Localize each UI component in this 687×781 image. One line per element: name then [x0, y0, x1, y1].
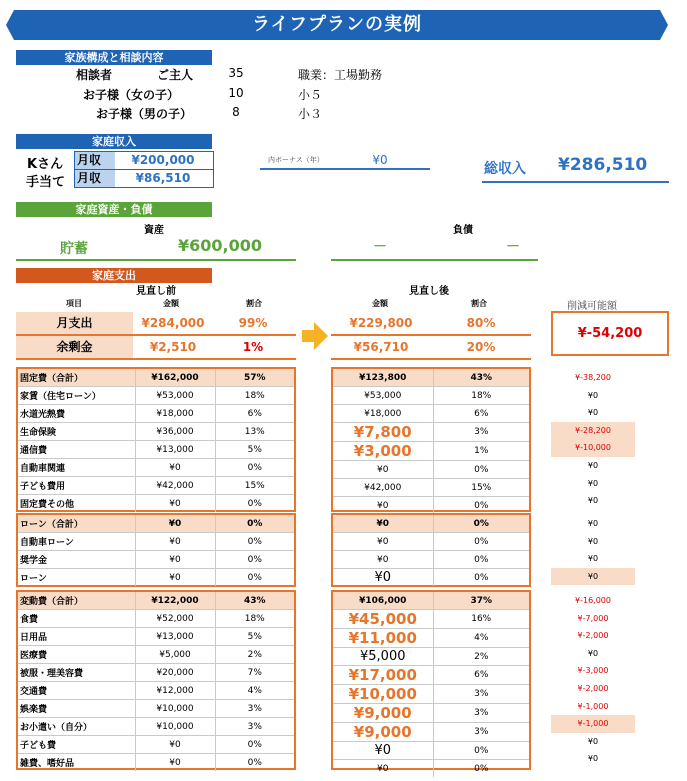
- after-ratio: 4%: [433, 629, 529, 648]
- item-name: 奨学金: [18, 551, 135, 569]
- table-row: [18, 664, 294, 682]
- table-row: [18, 387, 294, 405]
- after-table: [331, 590, 531, 774]
- item-name: ローン: [18, 569, 135, 587]
- table-row: [18, 718, 294, 736]
- after-ratio: 6%: [433, 405, 529, 423]
- before-ratio: 7%: [215, 664, 294, 682]
- table-row: [333, 760, 529, 778]
- reducible-total: ¥-54,200: [551, 311, 669, 356]
- after-ratio: 0%: [433, 533, 529, 551]
- reducible-amount: ¥0: [587, 390, 599, 400]
- before-ratio: 18%: [215, 610, 294, 628]
- liability-underline: [331, 259, 538, 261]
- table-row: [333, 666, 529, 685]
- before-table: [16, 590, 296, 770]
- before-ratio: 15%: [215, 477, 294, 495]
- before-ratio: 0%: [215, 515, 294, 533]
- after-ratio: 1%: [433, 442, 529, 461]
- before-ratio: 5%: [215, 628, 294, 646]
- item-name: 子ども費: [18, 736, 135, 754]
- after-amount: ¥42,000: [333, 479, 433, 497]
- item-name: お小遣い（自分）: [18, 718, 135, 736]
- table-row: [18, 610, 294, 628]
- reducible-amount: ¥-3,000: [577, 666, 609, 676]
- table-row: [333, 461, 529, 479]
- after-amount: ¥5,000: [333, 648, 433, 666]
- before-amount: ¥122,000: [135, 592, 215, 610]
- asset-underline: [16, 259, 296, 261]
- item-name: 水道光熱費: [18, 405, 135, 423]
- table-row: [333, 685, 529, 704]
- reducible-amount: ¥0: [587, 408, 599, 418]
- income-row-2: [74, 169, 214, 188]
- income-row-1: [74, 151, 214, 170]
- after-amount: ¥17,000: [333, 666, 433, 685]
- table-row: [18, 682, 294, 700]
- total-income-underline: [482, 181, 669, 183]
- before-amount: ¥0: [135, 569, 215, 587]
- after-amount: ¥18,000: [333, 405, 433, 423]
- reducible-amount: ¥0: [587, 754, 599, 764]
- before-ratio: 0%: [215, 736, 294, 754]
- income-value-1: ¥200,000: [131, 153, 195, 167]
- item-name: 日用品: [18, 628, 135, 646]
- reducible-amount: ¥-38,200: [575, 373, 611, 382]
- item-name: 固定費（合計）: [18, 369, 135, 387]
- after-ratio: 16%: [433, 610, 529, 629]
- item-name: 雑費、嗜好品: [18, 754, 135, 772]
- after-amount: ¥10,000: [333, 685, 433, 704]
- before-amount: ¥10,000: [135, 700, 215, 718]
- family-age: 35: [228, 66, 244, 80]
- before-ratio: 0%: [215, 459, 294, 477]
- reducible-column: [551, 592, 635, 768]
- before-table: [16, 513, 296, 587]
- before-amount: ¥0: [135, 495, 215, 513]
- after-amount: ¥0: [333, 742, 433, 760]
- reducible-column: [551, 369, 635, 510]
- before-amount: ¥12,000: [135, 682, 215, 700]
- table-row: [333, 423, 529, 442]
- after-amount: ¥106,000: [333, 592, 433, 610]
- before-amount: ¥42,000: [135, 477, 215, 495]
- after-amount: ¥11,000: [333, 629, 433, 648]
- reducible-amount: ¥-2,000: [577, 631, 609, 641]
- reducible-amount: ¥0: [587, 736, 599, 746]
- reducible-amount: ¥-28,200: [551, 422, 635, 440]
- arrow-right-icon: [302, 322, 328, 350]
- item-name: 被服・理美容費: [18, 664, 135, 682]
- liability-value: －: [506, 239, 520, 255]
- summary-bottom-before: [16, 358, 296, 360]
- before-amount: ¥0: [135, 515, 215, 533]
- reducible-amount: ¥-7,000: [577, 613, 609, 623]
- table-row: [18, 515, 294, 533]
- reducible-amount: ¥-2,000: [577, 683, 609, 693]
- item-name: 子ども費用: [18, 477, 135, 495]
- col-after-ratio-header: 割合: [471, 299, 487, 308]
- table-row: [18, 477, 294, 495]
- after-ratio: 43%: [433, 369, 529, 387]
- total-income-value: ¥286,510: [558, 155, 648, 175]
- before-amount: ¥0: [135, 459, 215, 477]
- after-ratio: 0%: [433, 551, 529, 569]
- table-row: [333, 369, 529, 387]
- before-ratio: 0%: [247, 757, 262, 768]
- table-row: [333, 569, 529, 587]
- after-ratio: 18%: [433, 387, 529, 405]
- after-ratio: 0%: [433, 515, 529, 533]
- bonus-value: ¥0: [372, 153, 388, 167]
- item-name: 生命保険: [18, 423, 135, 441]
- before-ratio: 43%: [215, 592, 294, 610]
- table-row: [333, 723, 529, 742]
- after-ratio: 2%: [433, 648, 529, 666]
- before-amount: ¥13,000: [135, 441, 215, 459]
- table-row: [333, 442, 529, 461]
- summary-after-ratio-monthly: 80%: [466, 316, 496, 330]
- reducible-amount: ¥0: [587, 554, 599, 564]
- after-ratio: 6%: [433, 666, 529, 685]
- table-row: [18, 369, 294, 387]
- table-row: [18, 441, 294, 459]
- table-row: [18, 405, 294, 423]
- summary-bottom-after: [331, 358, 531, 360]
- before-table: [16, 367, 296, 512]
- before-amount: ¥53,000: [135, 387, 215, 405]
- before-amount: ¥0: [135, 754, 215, 772]
- table-row: [333, 405, 529, 423]
- after-ratio: 0%: [433, 461, 529, 479]
- after-ratio: 15%: [433, 479, 529, 497]
- summary-label-monthly: 月支出: [16, 312, 133, 334]
- table-row: [333, 610, 529, 629]
- reducible-amount: ¥-1,000: [577, 701, 609, 711]
- summary-label-surplus: 余剰金: [16, 336, 133, 358]
- item-name: 通信費: [18, 441, 135, 459]
- before-ratio: 2%: [215, 646, 294, 664]
- before-amount: ¥52,000: [135, 610, 215, 628]
- item-name: 交通費: [18, 682, 135, 700]
- item-name: 娯楽費: [18, 700, 135, 718]
- before-amount: ¥0: [135, 551, 215, 569]
- after-ratio: 0%: [474, 763, 489, 774]
- before-amount: ¥162,000: [135, 369, 215, 387]
- family-section-header: 家族構成と相談内容: [16, 50, 212, 65]
- table-row: [333, 629, 529, 648]
- summary-before-amount-monthly: ¥284,000: [141, 316, 205, 330]
- before-ratio: 0%: [247, 498, 262, 509]
- page-title: ライフプランの実例: [252, 14, 422, 35]
- after-ratio: 3%: [433, 723, 529, 742]
- table-row: [18, 569, 294, 587]
- reducible-amount: ¥-16,000: [575, 596, 611, 605]
- table-row: [18, 423, 294, 441]
- after-amount: ¥123,800: [333, 369, 433, 387]
- table-row: [333, 551, 529, 569]
- after-amount: ¥0: [333, 533, 433, 551]
- before-ratio: 0%: [215, 533, 294, 551]
- summary-after-amount-surplus: ¥56,710: [353, 340, 409, 354]
- family-role: お子様（男の子）: [96, 107, 193, 121]
- item-name: 家賃（住宅ローン）: [18, 387, 135, 405]
- summary-before-ratio-monthly: 99%: [238, 316, 268, 330]
- before-amount: ¥13,000: [135, 628, 215, 646]
- savings-value: ¥600,000: [178, 236, 263, 255]
- liability-header: 負債: [453, 225, 473, 236]
- income-who-2: 手当て: [26, 175, 66, 190]
- family-name: ご主人: [157, 68, 194, 82]
- item-name: ローン（合計）: [18, 515, 135, 533]
- title-banner: [6, 10, 668, 40]
- item-name: 自動車ローン: [18, 533, 135, 551]
- savings-label: 貯蓄: [60, 241, 88, 257]
- before-amount: ¥10,000: [135, 718, 215, 736]
- after-amount: ¥0: [333, 569, 433, 587]
- assets-section-header: 家庭資産・負債: [16, 202, 212, 217]
- asset-header: 資産: [144, 225, 164, 236]
- before-amount: ¥36,000: [135, 423, 215, 441]
- income-who-1: Kさん: [27, 157, 64, 172]
- col-before-amount-header: 金額: [163, 299, 179, 308]
- before-ratio: 57%: [215, 369, 294, 387]
- before-ratio: 0%: [247, 572, 262, 583]
- table-row: [333, 479, 529, 497]
- table-row: [18, 551, 294, 569]
- summary-after-amount-monthly: ¥229,800: [349, 316, 413, 330]
- before-amount: ¥0: [135, 533, 215, 551]
- after-amount: ¥0: [333, 461, 433, 479]
- col-after-amount-header: 金額: [372, 299, 388, 308]
- before-ratio: 13%: [215, 423, 294, 441]
- table-row: [333, 497, 529, 515]
- table-row: [333, 742, 529, 760]
- summary-after-ratio-surplus: 20%: [466, 340, 496, 354]
- after-amount: ¥3,000: [333, 442, 433, 461]
- table-row: [18, 495, 294, 513]
- after-ratio: 0%: [474, 500, 489, 511]
- after-amount: ¥0: [333, 760, 433, 778]
- family-age: 10: [228, 86, 244, 100]
- family-role: 相談者: [76, 68, 113, 82]
- reducible-amount: ¥0: [587, 478, 599, 488]
- table-row: [18, 700, 294, 718]
- total-income-label: 総収入: [484, 161, 526, 177]
- table-row: [333, 648, 529, 666]
- reducible-amount: ¥0: [587, 519, 599, 528]
- before-ratio: 0%: [215, 551, 294, 569]
- table-row: [333, 592, 529, 610]
- table-row: [333, 387, 529, 405]
- before-ratio: 6%: [215, 405, 294, 423]
- before-amount: ¥5,000: [135, 646, 215, 664]
- col-reducible-header: 削減可能額: [567, 301, 617, 312]
- item-name: 自動車関連: [18, 459, 135, 477]
- item-name: 医療費: [18, 646, 135, 664]
- after-amount: ¥7,800: [333, 423, 433, 442]
- after-ratio: 3%: [433, 704, 529, 723]
- summary-before-ratio-surplus: 1%: [242, 340, 264, 354]
- item-name: 食費: [18, 610, 135, 628]
- after-amount: ¥0: [333, 515, 433, 533]
- reducible-amount: ¥-1,000: [551, 715, 635, 733]
- item-name: 固定費その他: [18, 495, 135, 513]
- before-ratio: 4%: [215, 682, 294, 700]
- table-row: [18, 592, 294, 610]
- table-row: [333, 533, 529, 551]
- reducible-amount: ¥0: [587, 496, 599, 506]
- after-amount: ¥45,000: [333, 610, 433, 629]
- income-label-1: 月収: [75, 152, 115, 169]
- before-ratio: 18%: [215, 387, 294, 405]
- before-amount: ¥20,000: [135, 664, 215, 682]
- after-amount: ¥53,000: [333, 387, 433, 405]
- table-row: [333, 515, 529, 533]
- family-age: 8: [232, 105, 240, 119]
- after-ratio: 0%: [433, 742, 529, 760]
- before-amount: ¥18,000: [135, 405, 215, 423]
- after-table: [331, 367, 531, 512]
- bonus-label: 内ボーナス（年）: [268, 156, 324, 164]
- after-amount: ¥0: [333, 497, 433, 515]
- reducible-amount: ¥0: [551, 568, 635, 586]
- family-note: 小５: [298, 88, 323, 102]
- reducible-amount: ¥-10,000: [551, 439, 635, 457]
- income-value-2: ¥86,510: [135, 171, 191, 185]
- before-ratio: 3%: [215, 718, 294, 736]
- income-label-2: 月収: [75, 170, 115, 187]
- after-amount: ¥0: [333, 551, 433, 569]
- reducible-column: [551, 515, 635, 585]
- before-label: 見直し前: [136, 286, 176, 297]
- summary-before-amount-surplus: ¥2,510: [149, 340, 197, 354]
- table-row: [18, 754, 294, 772]
- before-ratio: 5%: [215, 441, 294, 459]
- after-amount: ¥9,000: [333, 723, 433, 742]
- after-label: 見直し後: [409, 286, 449, 297]
- table-row: [18, 736, 294, 754]
- table-row: [18, 628, 294, 646]
- table-row: [18, 459, 294, 477]
- after-ratio: 0%: [474, 572, 489, 583]
- family-note: 職業：工場勤務: [298, 68, 383, 82]
- table-row: [333, 704, 529, 723]
- reducible-amount: ¥0: [587, 648, 599, 658]
- liability-name: －: [373, 239, 387, 255]
- reducible-amount: ¥0: [587, 460, 599, 470]
- table-row: [18, 646, 294, 664]
- after-table: [331, 513, 531, 587]
- after-ratio: 3%: [433, 423, 529, 442]
- family-note: 小３: [298, 107, 323, 121]
- bonus-underline: [260, 168, 430, 170]
- before-amount: ¥0: [135, 736, 215, 754]
- after-ratio: 3%: [433, 685, 529, 704]
- table-row: [18, 533, 294, 551]
- expenses-section-header: 家庭支出: [16, 268, 212, 283]
- after-amount: ¥9,000: [333, 704, 433, 723]
- item-name: 変動費（合計）: [18, 592, 135, 610]
- family-role: お子様（女の子）: [83, 88, 180, 102]
- reducible-amount: ¥0: [587, 536, 599, 546]
- income-section-header: 家庭収入: [16, 134, 212, 149]
- after-ratio: 37%: [433, 592, 529, 610]
- col-before-ratio-header: 割合: [246, 299, 262, 308]
- col-item-header: 項目: [66, 299, 82, 308]
- before-ratio: 3%: [215, 700, 294, 718]
